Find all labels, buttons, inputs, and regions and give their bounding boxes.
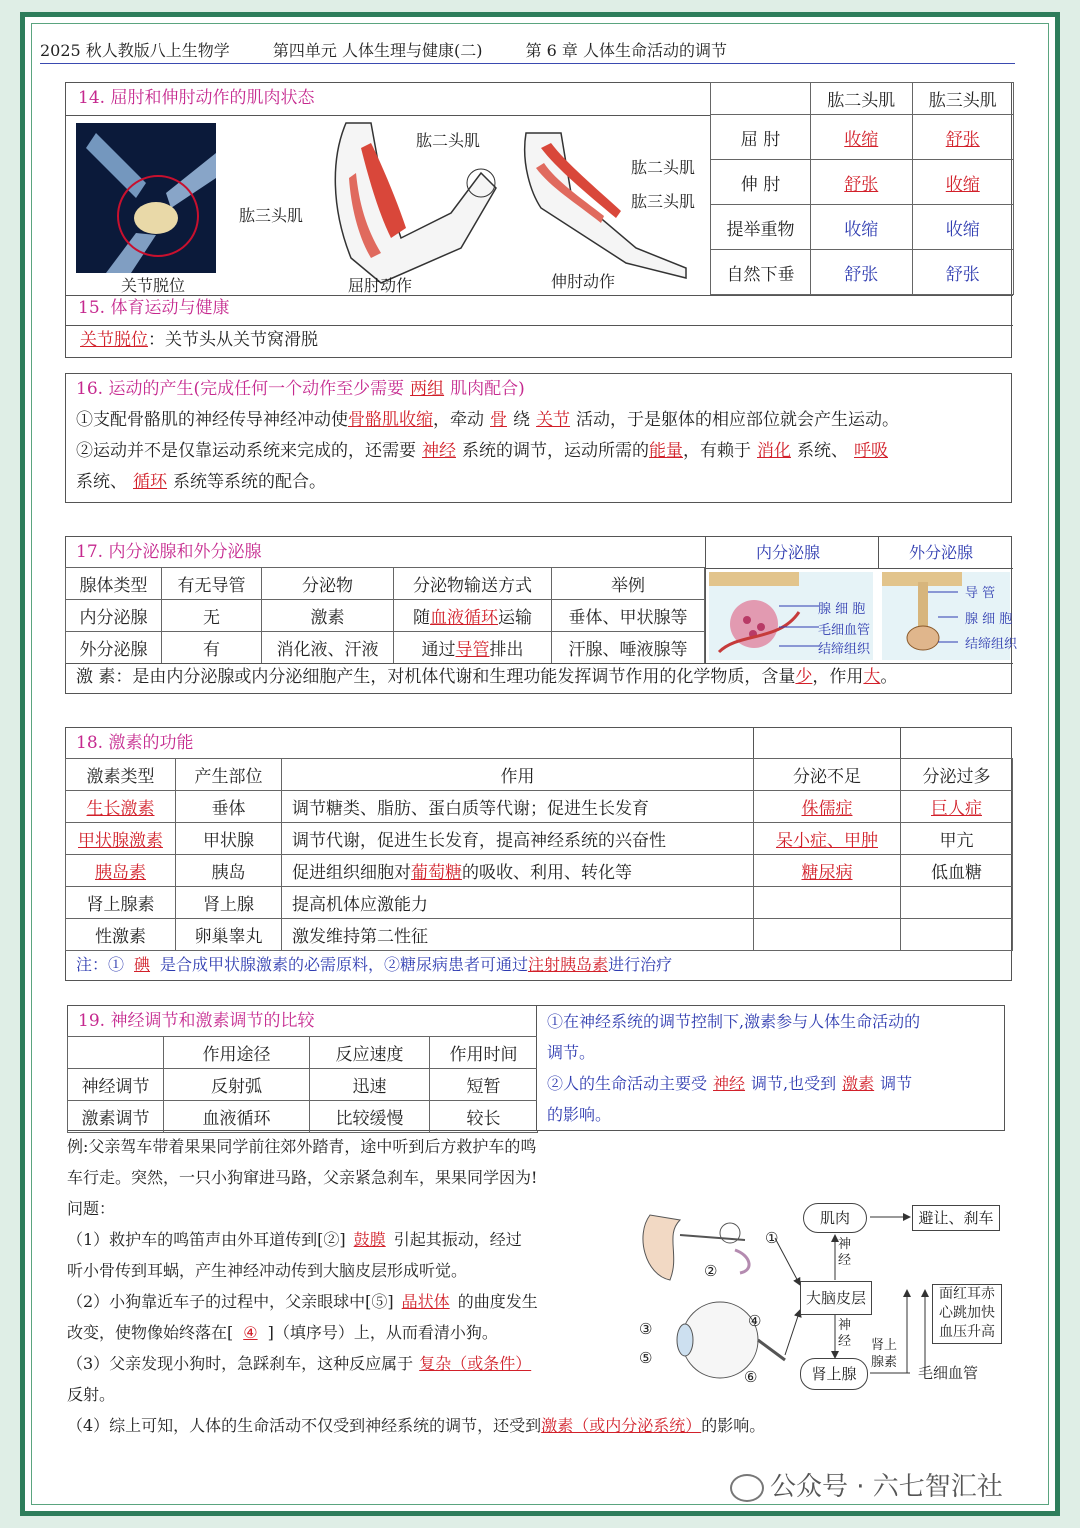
s16-title-blank: 两组 <box>410 379 445 399</box>
s19-note1: ①在神经系统的调节控制下,激素参与人体生命活动的 <box>547 1012 921 1031</box>
cell: 激素 <box>262 600 394 632</box>
cell: 内分泌腺 <box>66 600 162 632</box>
num-4: ④ <box>748 1312 762 1330</box>
text: 运输 <box>498 608 532 628</box>
blank: 导管 <box>455 640 490 660</box>
cell: 低血糖 <box>901 855 1013 887</box>
endo-label-capillary: 毛细血管 <box>818 623 871 638</box>
text: ]（填序号）上，从而看清小狗。 <box>267 1323 498 1342</box>
text: 进行治疗 <box>608 955 673 974</box>
col-header: 作用 <box>282 759 754 791</box>
s19-note2 <box>547 1068 912 1099</box>
action-cell: 伸 肘 <box>711 160 811 205</box>
table-row <box>66 632 705 664</box>
col-header: 分泌物 <box>262 568 394 600</box>
col-header: 作用途径 <box>164 1037 310 1069</box>
table-row <box>711 205 1014 250</box>
cell: 性激素 <box>66 919 176 951</box>
cell: 甲亢 <box>901 823 1013 855</box>
node-muscle: 肌肉 <box>803 1203 867 1233</box>
nerve-label-1: 神经 <box>838 1237 852 1268</box>
cell: 调节代谢，促进生长发育，提高神经系统的兴奋性 <box>282 823 754 855</box>
ext-triceps-label: 肱三头肌 <box>631 192 696 211</box>
node-avoid: 避让、刹车 <box>912 1205 1000 1231</box>
watermark-text: 公众号 · 六七智汇社 <box>770 1472 1003 1502</box>
s16-line1 <box>76 405 899 436</box>
text: 引起其振动，经过 <box>393 1230 522 1249</box>
blank: 神经 <box>422 441 456 461</box>
col-header: 作用时间 <box>430 1037 538 1069</box>
s16-title-a: 16. 运动的产生(完成任何一个动作至少需要 <box>76 379 405 399</box>
cell <box>282 855 754 887</box>
cell: 比较缓慢 <box>310 1101 430 1133</box>
nerve-label-2: 神经 <box>838 1318 852 1349</box>
exo-img-header: 外分泌腺 <box>909 543 974 562</box>
book-title: 2025 秋人教版八上生物学 <box>40 41 230 60</box>
num-3: ③ <box>639 1320 653 1338</box>
q2-line2 <box>67 1317 498 1348</box>
cell: 有 <box>162 632 262 664</box>
cell: 较长 <box>430 1101 538 1133</box>
cell: 侏儒症 <box>754 791 901 823</box>
cell: 消化液、汗液 <box>262 632 394 664</box>
section-17 <box>65 536 1018 694</box>
node-adrenal: 肾上腺 <box>800 1358 868 1390</box>
blank: 神经 <box>713 1074 746 1093</box>
endo-img-header: 内分泌腺 <box>756 543 821 562</box>
hormone-table <box>65 758 1013 951</box>
blank: 消化 <box>757 441 791 461</box>
section-18 <box>65 727 1012 981</box>
text: 排出 <box>489 640 524 660</box>
flex-triceps-label: 肱三头肌 <box>239 206 304 225</box>
blank: 关节 <box>536 410 570 430</box>
text: 促进组织细胞对 <box>292 863 411 883</box>
cell: 汗腺、唾液腺等 <box>552 632 705 664</box>
watermark <box>730 1466 1003 1503</box>
text: 。 <box>880 667 898 687</box>
blank: 骨 <box>490 410 507 430</box>
cell: 无 <box>162 600 262 632</box>
blank: 激素 <box>842 1074 875 1093</box>
text: 系统的调节，运动所需的 <box>462 441 649 461</box>
action-cell: 自然下垂 <box>711 250 811 295</box>
exo-label-tissue: 结缔组织 <box>965 637 1018 652</box>
cell: 激素调节 <box>68 1101 164 1133</box>
cell: 激发维持第二性征 <box>282 919 754 951</box>
blank: 少 <box>795 667 813 687</box>
biceps-cell: 收缩 <box>811 205 913 250</box>
col-header: 分泌过多 <box>901 759 1013 791</box>
exo-label-duct: 导 管 <box>965 586 996 601</box>
q1-line1 <box>67 1224 522 1255</box>
table-row <box>68 1101 538 1133</box>
example-l2: 车行走。突然，一只小狗窜进马路，父亲紧急刹车，果果同学因为! <box>67 1168 538 1187</box>
triceps-cell: 舒张 <box>912 250 1014 295</box>
triceps-cell: 收缩 <box>912 205 1014 250</box>
s18-title: 18. 激素的功能 <box>76 733 194 753</box>
endo-label-tissue: 结缔组织 <box>818 642 871 657</box>
text: 调节,也受到 <box>751 1074 837 1093</box>
cell: 垂体 <box>176 791 282 823</box>
section-16 <box>65 373 1012 503</box>
cell: 短暂 <box>430 1069 538 1101</box>
cell: 反射弧 <box>164 1069 310 1101</box>
table-row <box>66 791 1013 823</box>
table-row <box>66 919 1013 951</box>
s14-title: 14. 屈肘和伸肘动作的肌肉状态 <box>78 88 315 108</box>
cell: 肾上腺素 <box>66 887 176 919</box>
cell: 巨人症 <box>901 791 1013 823</box>
example-l1: 例:父亲驾车带着果果同学前往郊外踏青，途中听到后方救护车的鸣 <box>67 1137 537 1156</box>
caption-dislocation: 关节脱位 <box>121 276 186 295</box>
col-header: 分泌物输送方式 <box>394 568 552 600</box>
cell: 甲状腺激素 <box>66 823 176 855</box>
q1-line2: 听小骨传到耳蜗，产生神经冲动传到大脑皮层形成听觉。 <box>67 1261 468 1280</box>
section-19-notes <box>537 1005 1005 1131</box>
col-header: 分泌不足 <box>754 759 901 791</box>
text: ，牵动 <box>433 410 484 430</box>
page-header <box>40 38 1015 64</box>
adrenaline-label: 肾上腺素 <box>871 1338 898 1370</box>
col-header: 激素类型 <box>66 759 176 791</box>
unit-title: 第四单元 人体生理与健康(二) <box>272 41 483 60</box>
text: 通过 <box>421 640 456 660</box>
table-row <box>66 855 1013 887</box>
endo-label-cell: 腺 细 胞 <box>818 602 866 617</box>
blank: 晶状体 <box>401 1292 450 1311</box>
cell <box>901 887 1013 919</box>
triceps-cell: 收缩 <box>912 160 1014 205</box>
blank: 复杂（或条件） <box>419 1354 532 1373</box>
section-19 <box>67 1005 537 1131</box>
num-2: ② <box>704 1262 718 1280</box>
cell: 卵巢睾丸 <box>176 919 282 951</box>
s18-note <box>76 949 672 980</box>
text: 注：① <box>76 955 125 974</box>
text: ②运动并不是仅靠运动系统来完成的，还需要 <box>76 441 416 461</box>
q2-line1 <box>67 1286 538 1317</box>
text: ，作用 <box>812 667 864 687</box>
s15-term: 关节脱位 <box>80 330 148 350</box>
th-empty <box>711 83 811 115</box>
s15-def: ：关节头从关节窝滑脱 <box>148 330 318 350</box>
biceps-cell: 收缩 <box>811 115 913 160</box>
blank: 注射胰岛素 <box>528 955 609 974</box>
q3-line1 <box>67 1348 537 1379</box>
capillary-label: 毛细血管 <box>918 1364 979 1382</box>
s16-title-b: 肌肉配合) <box>450 379 525 399</box>
s19-note2b: 的影响。 <box>547 1105 612 1124</box>
cell: 呆小症、甲肿 <box>754 823 901 855</box>
text: 的吸收、利用、转化等 <box>462 863 632 883</box>
section-14-15 <box>65 82 1012 358</box>
blank: 大 <box>863 667 881 687</box>
col-header: 产生部位 <box>176 759 282 791</box>
s15-line <box>80 325 318 356</box>
text: ，有赖于 <box>683 441 751 461</box>
text: 系统、 <box>797 441 848 461</box>
biceps-cell: 舒张 <box>811 160 913 205</box>
q4-line <box>67 1410 765 1441</box>
cell: 外分泌腺 <box>66 632 162 664</box>
caption-flex: 屈肘动作 <box>348 276 413 295</box>
cell <box>901 919 1013 951</box>
wechat-icon <box>730 1474 764 1502</box>
s19-title: 19. 神经调节和激素调节的比较 <box>78 1011 315 1031</box>
cell: 甲状腺 <box>176 823 282 855</box>
blank: 鼓膜 <box>353 1230 386 1249</box>
blank: 葡萄糖 <box>411 863 462 883</box>
blank: 激素（或内分泌系统） <box>541 1416 702 1435</box>
cell: 迅速 <box>310 1069 430 1101</box>
table-row <box>711 250 1014 295</box>
cell: 垂体、甲状腺等 <box>552 600 705 632</box>
text: 绕 <box>513 410 530 430</box>
blank: 骨骼肌收缩 <box>348 410 433 430</box>
biceps-cell: 舒张 <box>811 250 913 295</box>
cell: 胰岛 <box>176 855 282 887</box>
example-l3: 问题： <box>67 1199 116 1218</box>
action-cell: 提举重物 <box>711 205 811 250</box>
text: （4）综上可知，人体的生命活动不仅受到神经系统的调节，还受到 <box>67 1416 542 1435</box>
text: 激 素：是由内分泌腺或内分泌细胞产生，对机体代谢和生理功能发挥调节作用的化学物质，含量 <box>76 667 796 687</box>
num-5: ⑤ <box>639 1349 653 1367</box>
table-row <box>66 600 705 632</box>
num-1: ① <box>765 1229 779 1247</box>
exo-label-cell: 腺 细 胞 <box>965 612 1013 627</box>
s16-line3 <box>76 467 326 498</box>
text: （2）小狗靠近车子的过程中，父亲眼球中[⑤] <box>67 1292 394 1311</box>
text: ②人的生命活动主要受 <box>547 1074 708 1093</box>
action-cell: 屈 肘 <box>711 115 811 160</box>
flex-arm-image <box>311 118 511 288</box>
cell: 调节糖类、脂肪、蛋白质等代谢；促进生长发育 <box>282 791 754 823</box>
blank: 循环 <box>133 472 167 492</box>
text: 系统、 <box>76 472 127 492</box>
table-row <box>66 823 1013 855</box>
th-triceps: 肱三头肌 <box>912 83 1014 115</box>
th-biceps: 肱二头肌 <box>811 83 913 115</box>
table-row <box>68 1069 538 1101</box>
col-header: 腺体类型 <box>66 568 162 600</box>
node-cortex: 大脑皮层 <box>800 1281 872 1315</box>
caption-extend: 伸肘动作 <box>551 272 616 291</box>
triceps-cell: 舒张 <box>912 115 1014 160</box>
col-header: 举例 <box>552 568 705 600</box>
muscle-state-table <box>710 82 1014 295</box>
blank: 碘 <box>134 955 151 974</box>
col-header: 反应速度 <box>310 1037 430 1069</box>
cell: 提高机体应激能力 <box>282 887 754 919</box>
cell <box>754 919 901 951</box>
gland-table <box>65 567 705 664</box>
xray-image <box>76 123 216 273</box>
col-header: 有无导管 <box>162 568 262 600</box>
text: 活动，于是躯体的相应部位就会产生运动。 <box>576 410 899 430</box>
text: 随 <box>413 608 430 628</box>
chapter-title: 第 6 章 人体生命活动的调节 <box>525 41 728 60</box>
cell: 血液循环 <box>164 1101 310 1133</box>
hormone-definition <box>76 662 897 693</box>
cell <box>754 887 901 919</box>
blank: 呼吸 <box>854 441 888 461</box>
cell <box>394 600 552 632</box>
cell: 生长激素 <box>66 791 176 823</box>
col-header <box>68 1037 164 1069</box>
q3-line2: 反射。 <box>67 1385 116 1404</box>
cell: 肾上腺 <box>176 887 282 919</box>
text: 的影响。 <box>701 1416 766 1435</box>
flex-biceps-label: 肱二头肌 <box>416 131 481 150</box>
cell <box>394 632 552 664</box>
text: 的曲度发生 <box>457 1292 538 1311</box>
cell: 胰岛素 <box>66 855 176 887</box>
cell: 糖尿病 <box>754 855 901 887</box>
s16-line2 <box>76 436 894 467</box>
blank: 血液循环 <box>430 608 498 628</box>
text: （1）救护车的鸣笛声由外耳道传到[②] <box>67 1230 346 1249</box>
table-row <box>711 115 1014 160</box>
s15-title: 15. 体育运动与健康 <box>78 298 230 318</box>
text: （3）父亲发现小狗时，急踩刹车，这种反应属于 <box>67 1354 414 1373</box>
regulation-table <box>67 1036 538 1133</box>
text: ①支配骨骼肌的神经传导神经冲动使 <box>76 410 348 430</box>
table-row <box>711 160 1014 205</box>
s19-note1b: 调节。 <box>547 1043 596 1062</box>
node-effects: 面红耳赤 心跳加快 血压升高 <box>932 1284 1002 1344</box>
text: 系统等系统的配合。 <box>173 472 326 492</box>
cell: 神经调节 <box>68 1069 164 1101</box>
ext-biceps-label: 肱二头肌 <box>631 158 696 177</box>
text: 调节 <box>880 1074 913 1093</box>
text: 改变，使物像始终落在[ <box>67 1323 234 1342</box>
table-row <box>66 887 1013 919</box>
num-6: ⑥ <box>744 1368 758 1386</box>
s17-title: 17. 内分泌腺和外分泌腺 <box>76 542 262 562</box>
s16-title <box>76 374 525 405</box>
blank: 能量 <box>649 441 683 461</box>
blank: ④ <box>243 1323 258 1342</box>
text: 是合成甲状腺激素的必需原料，②糖尿病患者可通过 <box>160 955 529 974</box>
